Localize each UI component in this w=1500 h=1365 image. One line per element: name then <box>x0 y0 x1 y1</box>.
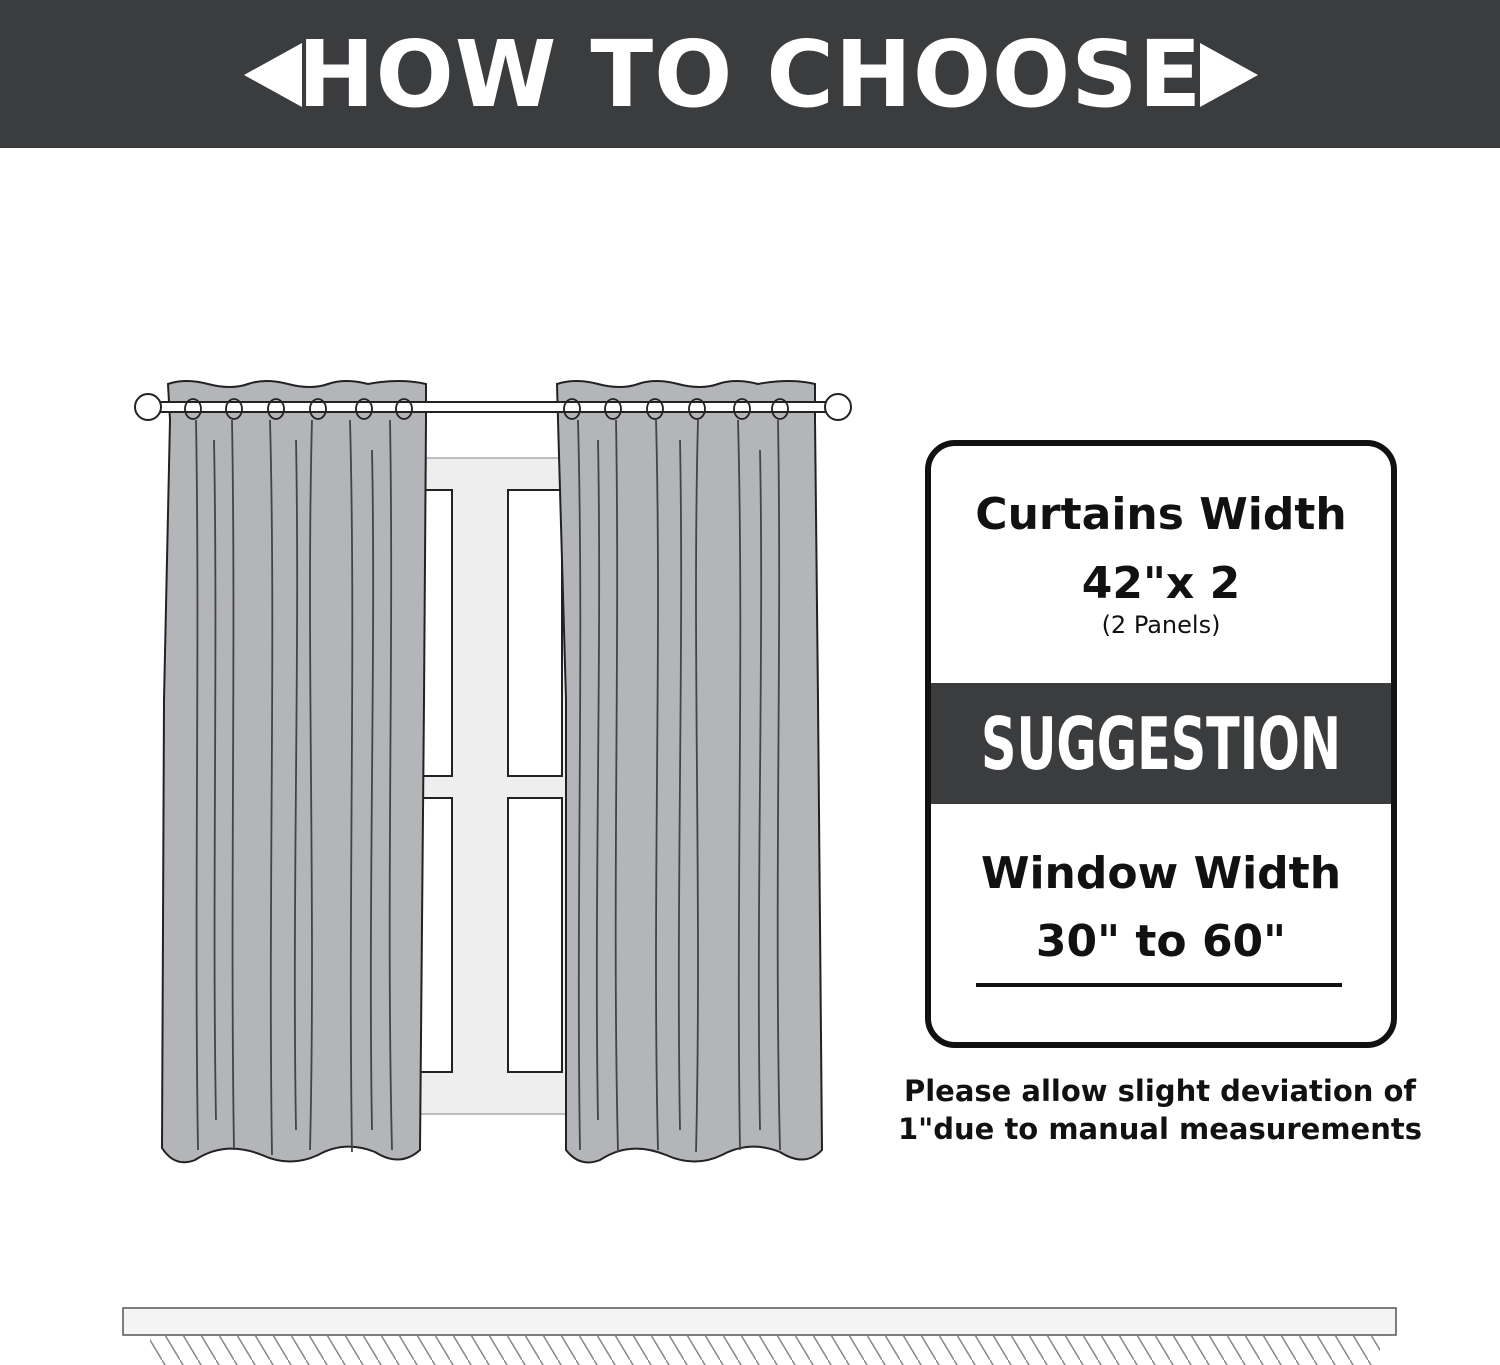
suggestion-banner: SUGGESTION <box>931 683 1391 804</box>
curtain-illustration <box>0 300 900 1200</box>
curtains-width-label: Curtains Width <box>975 489 1347 540</box>
left-curtain-panel <box>162 381 426 1162</box>
floor-hatching <box>0 1300 1500 1365</box>
disclaimer-line-2: 1"due to manual measurements <box>897 1112 1422 1146</box>
measurement-disclaimer <box>890 1072 1430 1148</box>
page-title: HOW TO CHOOSE <box>297 20 1203 128</box>
size-info-card <box>925 440 1397 1048</box>
right-curtain-panel <box>557 381 822 1162</box>
window-width-label: Window Width <box>980 848 1342 899</box>
window-frame <box>412 458 570 1114</box>
window-width-value: 30" to 60" <box>1035 916 1287 967</box>
curtains-width-value: 42"x 2 <box>1081 558 1241 609</box>
triangle-right-icon <box>1200 43 1258 107</box>
panels-note: (2 Panels) <box>1101 611 1221 639</box>
header-banner <box>0 0 1500 148</box>
disclaimer-line-1: Please allow slight deviation of <box>903 1074 1417 1108</box>
underline-divider <box>976 983 1342 987</box>
